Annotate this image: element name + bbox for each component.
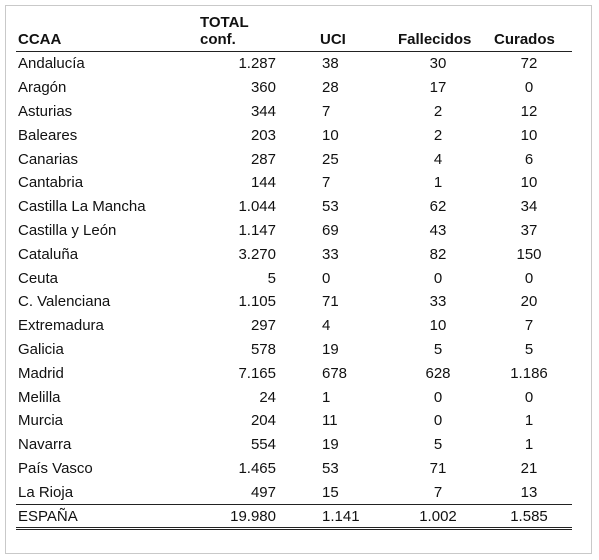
header-uci: UCI: [310, 14, 390, 52]
cell-ccaa: Murcia: [18, 412, 64, 430]
cell-ccaa: Galicia: [18, 340, 64, 358]
cell-ccaa: País Vasco: [18, 459, 93, 477]
cell-curados: 10: [520, 174, 538, 192]
cell-total: 204: [250, 412, 276, 430]
cell-curados: 1: [524, 436, 534, 454]
cell-total: 7.165: [238, 364, 276, 382]
cell-uci: 71: [322, 293, 339, 311]
cell-uci: 4: [322, 317, 331, 335]
cell-fallecidos: 43: [429, 221, 447, 239]
cell-uci: 0: [322, 269, 331, 287]
table-row: [16, 480, 572, 504]
cell-uci: 19: [322, 436, 339, 454]
cell-fallecidos: 0: [433, 269, 443, 287]
cell-uci: 53: [322, 459, 339, 477]
cell-fallecidos: 82: [429, 245, 447, 263]
cell-ccaa: Melilla: [18, 388, 61, 406]
header-total-bottom: conf.: [200, 31, 236, 48]
cell-fallecidos: 0: [433, 412, 443, 430]
cell-curados: 1.186: [510, 364, 548, 382]
table-body: [16, 52, 572, 505]
cell-ccaa: Castilla y León: [18, 221, 117, 239]
cell-curados: 0: [524, 269, 534, 287]
table-row: [16, 219, 572, 243]
cell-uci: 53: [322, 198, 339, 216]
cell-fallecidos: 0: [433, 388, 443, 406]
table-row: [16, 361, 572, 385]
cell-fallecidos: 33: [429, 293, 447, 311]
header-row: [16, 14, 572, 52]
cell-total: 297: [250, 317, 276, 335]
cell-total: 1.147: [238, 221, 276, 239]
cell-uci: 38: [322, 55, 339, 73]
cell-total: 3.270: [238, 245, 276, 263]
table-row: [16, 52, 572, 76]
cell-fallecidos: 7: [433, 483, 443, 501]
cell-uci: 28: [322, 79, 339, 97]
cell-curados: 6: [524, 150, 534, 168]
cell-uci: 7: [322, 174, 331, 192]
cell-fallecidos: 1: [433, 174, 443, 192]
cell-curados: 72: [520, 55, 538, 73]
table-row: [16, 338, 572, 362]
table-row: [16, 76, 572, 100]
cell-ccaa: Cataluña: [18, 245, 79, 263]
total-confirmed: 19.980: [192, 505, 310, 529]
cell-ccaa: Extremadura: [18, 317, 104, 335]
cell-ccaa: Castilla La Mancha: [18, 198, 146, 216]
cell-fallecidos: 2: [433, 126, 443, 144]
cell-fallecidos: 2: [433, 102, 443, 120]
cell-curados: 34: [520, 198, 538, 216]
cell-uci: 25: [322, 150, 339, 168]
table-row: [16, 171, 572, 195]
total-name: ESPAÑA: [16, 505, 192, 529]
cell-total: 203: [250, 126, 276, 144]
cell-curados: 20: [520, 293, 538, 311]
cell-curados: 0: [524, 79, 534, 97]
cell-total: 24: [259, 388, 276, 406]
cell-uci: 19: [322, 340, 339, 358]
table-row: [16, 100, 572, 124]
cell-ccaa: Asturias: [18, 102, 73, 120]
table-row: [16, 457, 572, 481]
cell-fallecidos: 71: [429, 459, 447, 477]
header-total: [192, 14, 310, 52]
table-row: [16, 266, 572, 290]
header-ccaa: CCAA: [16, 14, 192, 52]
cell-curados: 13: [520, 483, 538, 501]
cell-total: 497: [250, 483, 276, 501]
cell-ccaa: La Rioja: [18, 483, 74, 501]
cell-total: 1.044: [238, 198, 276, 216]
table-row: [16, 147, 572, 171]
cell-uci: 1: [322, 388, 331, 406]
cell-fallecidos: 30: [429, 55, 447, 73]
total-curados: 1.585: [486, 505, 572, 529]
cell-uci: 7: [322, 102, 331, 120]
table-frame: [5, 5, 592, 554]
cell-curados: 37: [520, 221, 538, 239]
table-row: [16, 314, 572, 338]
cell-curados: 10: [520, 126, 538, 144]
ccaa-cases-table: [16, 14, 572, 530]
cell-fallecidos: 17: [429, 79, 447, 97]
cell-total: 360: [250, 79, 276, 97]
cell-ccaa: Canarias: [18, 150, 79, 168]
total-fallecidos: 1.002: [390, 505, 486, 529]
cell-uci: 15: [322, 483, 339, 501]
cell-curados: 12: [520, 102, 538, 120]
cell-ccaa: Madrid: [18, 364, 64, 382]
cell-uci: 11: [322, 412, 338, 430]
cell-ccaa: C. Valenciana: [18, 293, 111, 311]
cell-curados: 150: [516, 245, 542, 263]
cell-curados: 1: [524, 412, 534, 430]
cell-fallecidos: 62: [429, 198, 447, 216]
cell-ccaa: Andalucía: [18, 55, 85, 73]
header-fallecidos: Fallecidos: [390, 14, 486, 52]
cell-curados: 5: [524, 340, 534, 358]
table-row: [16, 290, 572, 314]
cell-ccaa: Aragón: [18, 79, 67, 97]
table-row: [16, 409, 572, 433]
cell-ccaa: Cantabria: [18, 174, 84, 192]
cell-ccaa: Ceuta: [18, 269, 59, 287]
cell-total: 5: [267, 269, 276, 287]
cell-curados: 7: [524, 317, 534, 335]
cell-fallecidos: 4: [433, 150, 443, 168]
cell-fallecidos: 628: [425, 364, 451, 382]
table-row: [16, 195, 572, 219]
table-row: [16, 242, 572, 266]
cell-curados: 21: [520, 459, 538, 477]
cell-uci: 10: [322, 126, 339, 144]
cell-total: 578: [250, 340, 276, 358]
cell-uci: 678: [322, 364, 348, 382]
cell-ccaa: Navarra: [18, 436, 72, 454]
table-row: [16, 123, 572, 147]
table-row: [16, 433, 572, 457]
header-total-top: TOTAL: [200, 14, 249, 31]
cell-fallecidos: 5: [433, 340, 443, 358]
cell-fallecidos: 5: [433, 436, 443, 454]
table-row: [16, 385, 572, 409]
cell-curados: 0: [524, 388, 534, 406]
cell-total: 554: [250, 436, 276, 454]
cell-ccaa: Baleares: [18, 126, 78, 144]
total-uci: 1.141: [310, 505, 390, 529]
cell-total: 344: [250, 102, 276, 120]
cell-total: 287: [250, 150, 276, 168]
cell-total: 144: [250, 174, 276, 192]
cell-fallecidos: 10: [429, 317, 447, 335]
cell-total: 1.105: [238, 293, 276, 311]
cell-total: 1.465: [238, 459, 276, 477]
total-row: [16, 505, 572, 529]
cell-uci: 33: [322, 245, 339, 263]
cell-total: 1.287: [238, 55, 276, 73]
header-curados: Curados: [486, 14, 572, 52]
cell-uci: 69: [322, 221, 339, 239]
